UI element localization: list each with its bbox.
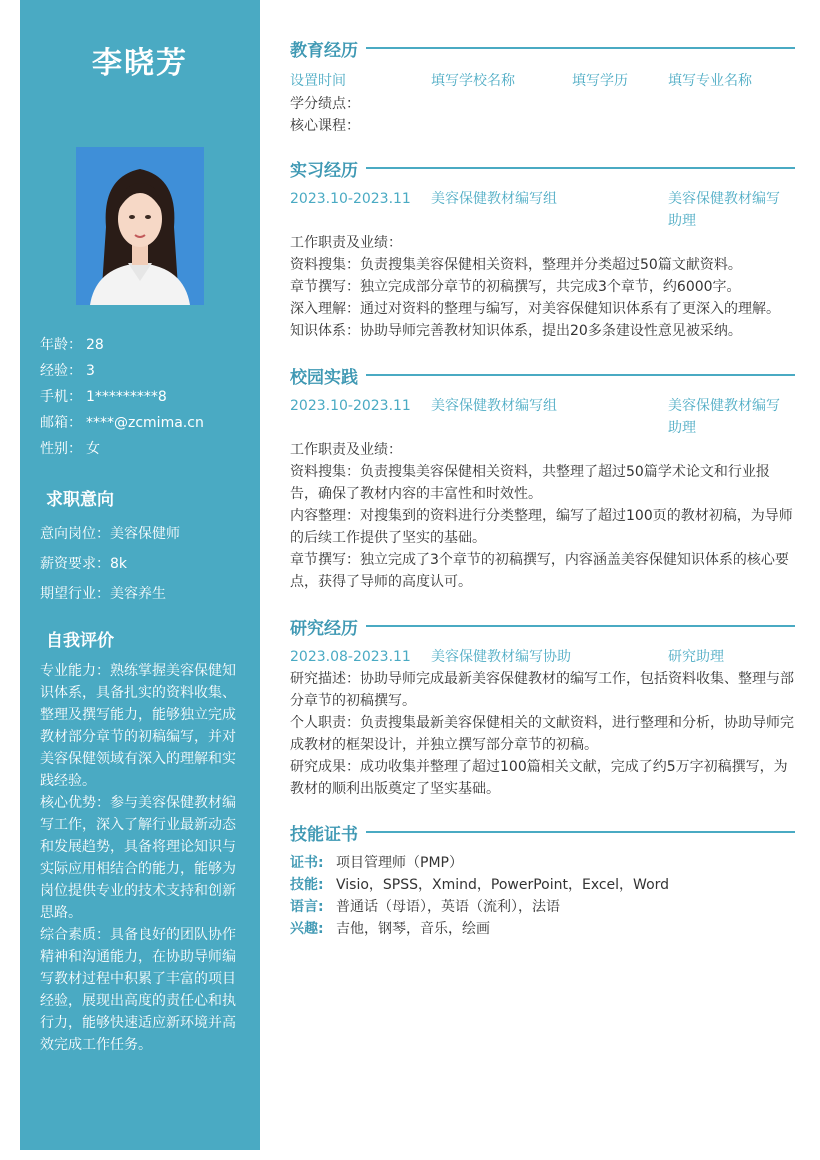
- research-time: 2023.08-2023.11: [290, 649, 411, 665]
- candidate-name: 李晓芳: [92, 46, 188, 81]
- info-gender: 性别： 女: [40, 441, 100, 457]
- profile-photo: [76, 147, 204, 305]
- self-evaluation: [40, 660, 240, 1056]
- internship-headline: [290, 188, 795, 232]
- eval-paragraph: 综合素质：具备良好的团队协作精神和沟通能力，在协助导师编写教材过程中积累了丰富的项目经验，展现出高度的责任心和执行力，能够快速适应新环境并高效完成工作任务。: [40, 927, 236, 1053]
- intern-time: 2023.10-2023.11: [290, 191, 411, 207]
- detail-line: 资料搜集：负责搜集美容保健相关资料，共整理了超过50篇学术论文和行业报告，确保了教材内容的丰富性和时效性。: [290, 464, 770, 502]
- skill-row-interests: 兴趣: 吉他，钢琴，音乐，绘画: [290, 921, 490, 937]
- detail-line: 研究描述：协助导师完成最新美容保健教材的编写工作，包括资料收集、整理与部分章节的初稿撰写。: [290, 671, 794, 709]
- personal-info: [40, 334, 250, 464]
- campus-role: 美容保健教材编写助理: [668, 398, 780, 436]
- detail-line: 个人职责：负责搜集最新美容保健相关的文献资料，进行整理和分析，协助导师完成教材的框架设计，并独立撰写部分章节的初稿。: [290, 715, 794, 753]
- skills-list: [290, 852, 795, 940]
- intent-position: 意向岗位：美容保健师: [40, 526, 180, 542]
- skills-header: [290, 818, 795, 846]
- skill-row-language: 语言: 普通话（母语），英语（流利），法语: [290, 899, 560, 915]
- research-details: [290, 668, 795, 800]
- campus-time: 2023.10-2023.11: [290, 398, 411, 414]
- info-experience: 经验： 3: [40, 363, 95, 379]
- skill-row-skills: 技能: Visio，SPSS，Xmind，PowerPoint，Excel，Word: [290, 877, 670, 893]
- intent-industry: 期望行业：美容养生: [40, 586, 166, 602]
- edu-gpa: 学分绩点：: [290, 96, 360, 112]
- campus-headline: [290, 395, 795, 439]
- edu-time: 设置时间: [290, 73, 346, 89]
- section-divider: [366, 625, 795, 627]
- intern-role: 美容保健教材编写助理: [668, 191, 780, 229]
- info-phone: 手机： 1*********8: [40, 389, 167, 405]
- campus-section: [290, 361, 795, 593]
- eval-paragraph: 核心优势：参与美容保健教材编写工作，深入了解行业最新动态和发展趋势，具备将理论知识与实际应用相结合的能力，能够为岗位提供专业的技术支持和创新思路。: [40, 795, 236, 921]
- campus-details: [290, 439, 795, 593]
- detail-line: 章节撰写：独立完成了3个章节的初稿撰写，内容涵盖美容保健知识体系的核心要点，获得了导师的高度认可。: [290, 552, 789, 590]
- detail-line: 资料搜集：负责搜集美容保健相关资料，整理并分类超过50篇文献资料。: [290, 257, 742, 273]
- intern-org: 美容保健教材编写组: [431, 191, 557, 207]
- edu-courses: 核心课程：: [290, 118, 360, 134]
- research-headline: [290, 646, 795, 668]
- eval-paragraph: 专业能力：熟练掌握美容保健知识体系，具备扎实的资料收集、整理及撰写能力，能够独立完成教材部分章节的初稿编写，并对美容保健领域有深入的理解和实践经验。: [40, 663, 236, 789]
- edu-degree: 填写学历: [572, 73, 628, 89]
- research-section: [290, 612, 795, 800]
- edu-school: 填写学校名称: [431, 73, 515, 89]
- campus-header: [290, 361, 795, 389]
- detail-line: 研究成果：成功收集并整理了超过100篇相关文献，完成了约5万字初稿撰写，为教材的顺利出版奠定了坚实基础。: [290, 759, 788, 797]
- internship-header: [290, 154, 795, 182]
- edu-major: 填写专业名称: [668, 73, 752, 89]
- education-header: [290, 34, 795, 62]
- section-title: 研究经历: [290, 618, 358, 639]
- section-divider: [366, 831, 795, 833]
- section-title: 技能证书: [290, 824, 358, 845]
- section-divider: [366, 374, 795, 376]
- section-divider: [366, 47, 795, 49]
- detail-line: 深入理解：通过对资料的整理与编写，对美容保健知识体系有了更深入的理解。: [290, 301, 780, 317]
- info-email: 邮箱： ****@zcmima.cn: [40, 415, 204, 431]
- internship-details: [290, 232, 795, 342]
- sidebar: [20, 0, 260, 1150]
- research-header: [290, 612, 795, 640]
- eval-title: 自我评价: [46, 631, 114, 651]
- internship-section: [290, 154, 795, 342]
- research-role: 研究助理: [668, 649, 724, 665]
- skills-section: [290, 818, 795, 940]
- detail-line: 工作职责及业绩：: [290, 442, 402, 458]
- portrait-image: [76, 147, 204, 305]
- detail-line: 内容整理：对搜集到的资料进行分类整理，编写了超过100页的教材初稿，为导师的后续工作提供了坚实的基础。: [290, 508, 793, 546]
- research-org: 美容保健教材编写协助: [431, 649, 571, 665]
- education-headline: [290, 70, 795, 92]
- section-title: 教育经历: [290, 40, 358, 61]
- intent-salary: 薪资要求：8k: [40, 556, 128, 572]
- education-details: [290, 93, 795, 137]
- section-divider: [366, 167, 795, 169]
- section-title: 实习经历: [290, 160, 358, 181]
- job-intent: [40, 522, 250, 612]
- skill-row-cert: 证书: 项目管理师（PMP）: [290, 855, 463, 871]
- info-age: 年龄： 28: [40, 337, 104, 353]
- intent-title: 求职意向: [46, 490, 114, 510]
- detail-line: 知识体系：协助导师完善教材知识体系，提出20多条建设性意见被采纳。: [290, 323, 742, 339]
- section-title: 校园实践: [290, 367, 358, 388]
- detail-line: 章节撰写：独立完成部分章节的初稿撰写，共完成3个章节，约6000字。: [290, 279, 741, 295]
- education-section: [290, 34, 795, 137]
- campus-org: 美容保健教材编写组: [431, 398, 557, 414]
- detail-line: 工作职责及业绩：: [290, 235, 402, 251]
